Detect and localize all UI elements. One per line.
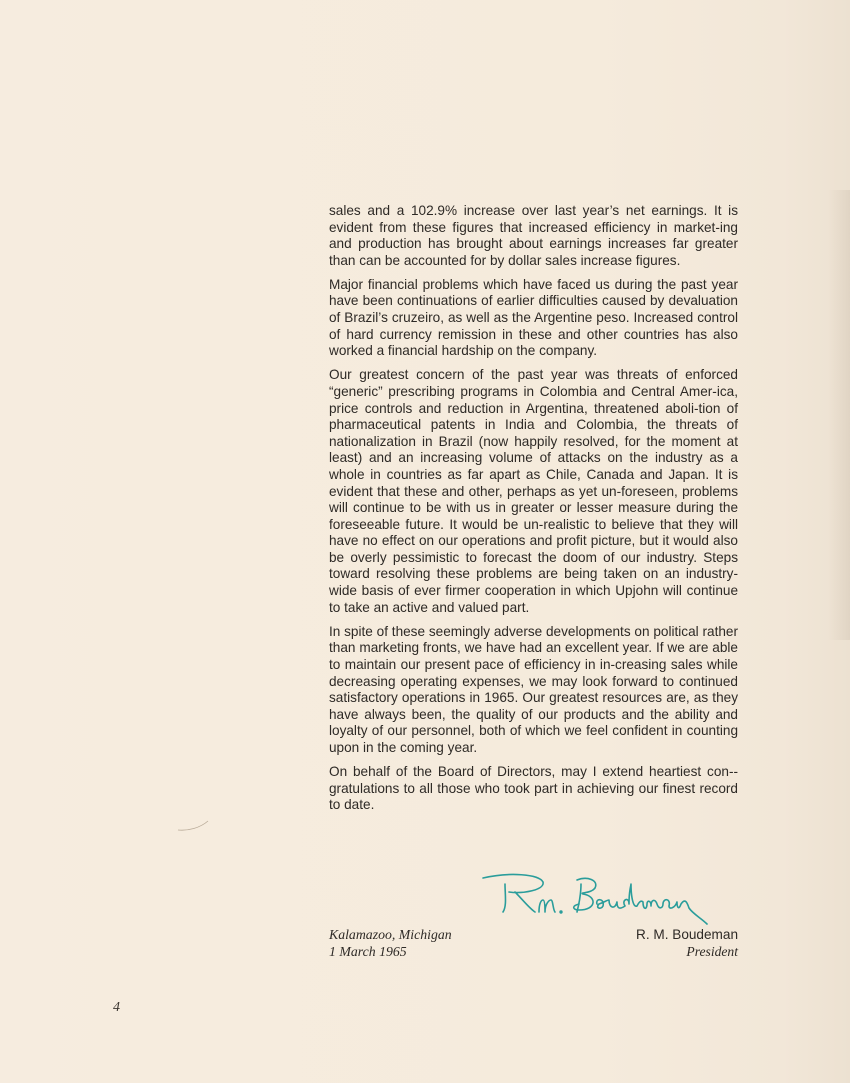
paragraph-earnings: sales and a 102.9% increase over last year’s net earnings. It is evident from these figures that increased efficiency in market-ing and production has brought about earnings increases far greater than can be accounted for by dollar sales increase figures. [329, 203, 738, 268]
signer-name: R. M. Boudeman [636, 927, 738, 942]
paragraph-excellent-year: In spite of these seemingly adverse developments on political rather than marketing fronts, we have had an excellent year. If we are able to maintain our present pace of efficiency in in-creasing sales while decreasing operating expenses, we may look forward to continued satisfactory operations in 1965. Our greatest resources are, as they have always been, the quality of our products and the ability and loyalty of our personnel, both of which we feel confident in counting upon in the coming year. [329, 623, 738, 755]
location-and-date [329, 926, 452, 960]
handwritten-signature [479, 870, 719, 930]
paragraph-greatest-concern: Our greatest concern of the past year was threats of enforced “generic” prescribing programs in Colombia and Central Amer-ica, price controls and reduction in Argentina, threatened aboli-tion of pharmaceutical patents in India and Colombia, the threats of nationalization in Brazil (now happily resolved, for the moment at least) and an increasing volume of attacks on the industry as a whole in countries as far apart as Chile, Canada and Japan. It is evident that these and other, perhaps as yet un-foreseen, problems will continue to be with us in greater or lesser measure during the foreseeable future. It would be un-realistic to believe that they will have no effect on our operations and profit picture, but it would also be overly pessimistic to forecast the doom of our industry. Steps toward resolving these problems are being taken on an industry-wide basis of ever firmer cooperation in which Upjohn will continue to take an active and valued part. [329, 367, 738, 615]
page-edge-shadow [828, 190, 850, 640]
signature-block [329, 870, 738, 965]
date: 1 March 1965 [329, 944, 407, 959]
letter-body [329, 203, 738, 821]
paragraph-financial-problems: Major financial problems which have faced us during the past year have been continuations of earlier difficulties caused by devaluation of Brazil’s cruzeiro, as well as the Argentine peso. Increased control of hard currency remission in these and other countries has also worked a financial hardship on the company. [329, 276, 738, 359]
paragraph-congratulations: On behalf of the Board of Directors, may I extend heartiest con-gratulations to all those who took part in achieving our finest record to date. [329, 764, 738, 813]
signer [636, 926, 738, 960]
signer-title: President [686, 944, 738, 959]
location: Kalamazoo, Michigan [329, 927, 452, 942]
page-number: 4 [113, 1000, 120, 1015]
faint-pencil-mark [176, 818, 212, 834]
